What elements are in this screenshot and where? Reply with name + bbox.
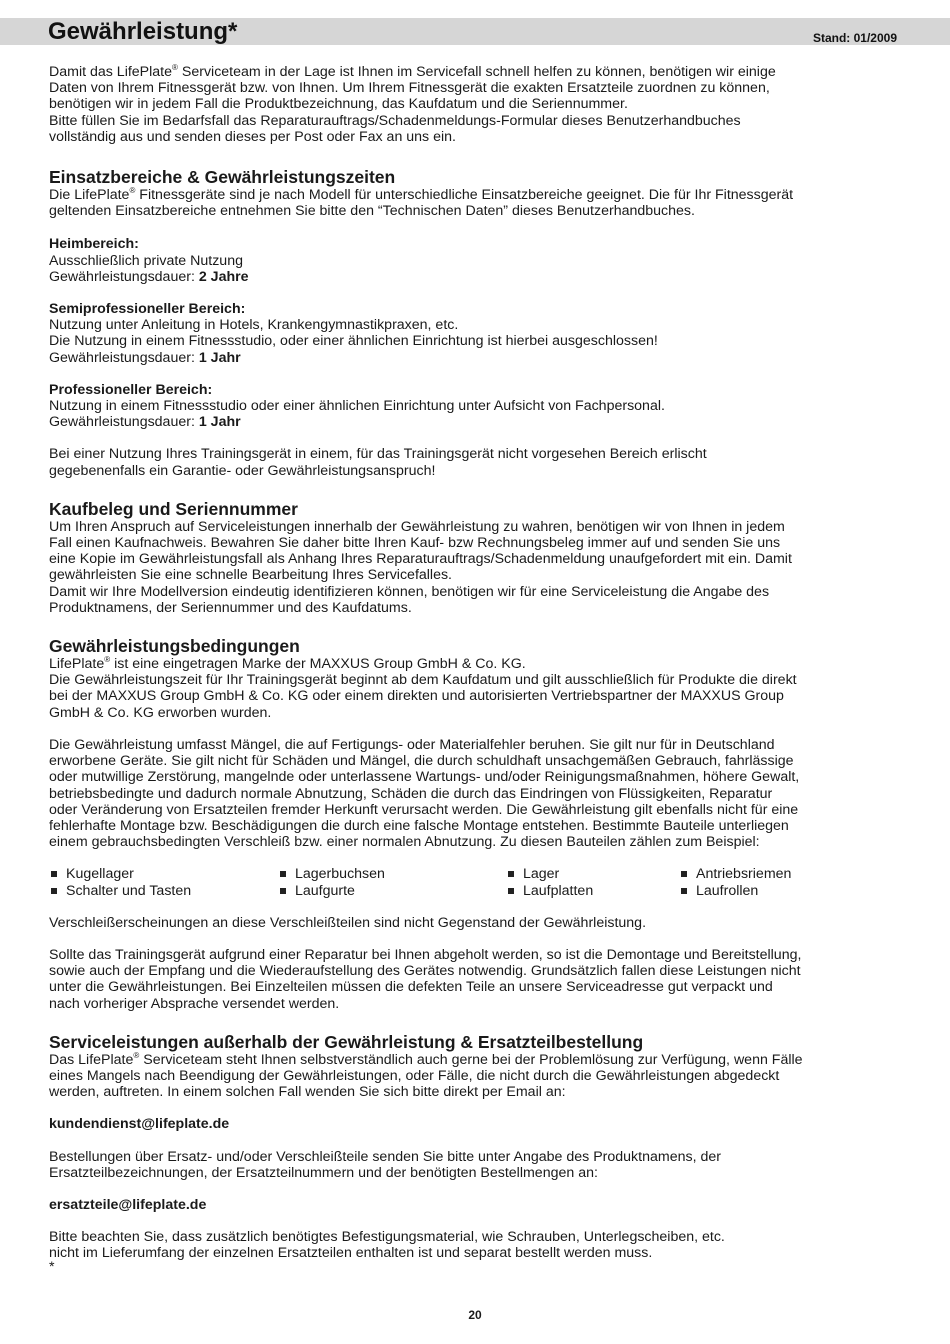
order-line: Bestellungen über Ersatz- und/oder Verschleißteile senden Sie bitte unter Angabe des Produktnamens, der	[49, 1148, 721, 1165]
einsatz-note: Bei einer Nutzung Ihres Trainingsgerät in einem, für das Trainingsgerät nicht vorgesehen Bereich erlischt	[49, 446, 707, 463]
section-heading-bedingungen: Gewährleistungsbedingungen	[49, 636, 300, 657]
text: Damit das LifePlate	[49, 64, 173, 80]
intro-paragraph	[49, 64, 901, 145]
intro-line: benötigen wir in jedem Fall die Produktbezeichnung, das Kaufdatum und die Seriennummer.	[49, 96, 628, 113]
text: Schalter und Tasten	[66, 882, 192, 899]
semiprofessionell-text: Die Nutzung in einem Fitnessstudio, oder einer ähnlichen Einrichtung ist hierbei ausgeschlossen!	[49, 333, 658, 350]
professionell-text: Nutzung in einem Fitnessstudio oder einer ähnlichen Einrichtung unter Aufsicht von Fachpersonal.	[49, 398, 665, 415]
einsatz-line: geltenden Einsatzbereiche entnehmen Sie bitte den “Technischen Daten” dieses Benutzerhandbuches.	[49, 203, 695, 220]
bedingungen-line	[49, 656, 901, 672]
bedingungen-p2: oder Veränderung von Ersatzteilen fremder Herkunft verursacht werden. Die Gewährleistung gilt ebenfalls nicht für eine	[49, 801, 799, 818]
page-number: 20	[468, 1308, 482, 1322]
kaufbeleg-line: Fall einen Kaufnachweis. Bewahren Sie daher bitte Ihren Kauf- bzw Rechnungsbeleg immer auf und senden Sie uns	[49, 535, 781, 552]
text: Die LifePlate	[49, 187, 130, 204]
footnote-asterisk: *	[49, 1258, 55, 1275]
kaufbeleg-line: gewährleisten Sie eine schnelle Bearbeitung Ihres Servicefalles.	[49, 567, 452, 584]
bedingungen-p3: Sollte das Trainingsgerät aufgrund einer Reparatur bei Ihnen abgeholt werden, so ist die Demontage und Bereitstellung,	[49, 946, 802, 963]
bedingungen-p2: Die Gewährleistung umfasst Mängel, die auf Fertigungs- oder Materialfehler beruhen. Sie gilt nur für in Deutschland	[49, 736, 775, 753]
final-note: nicht im Lieferumfang der einzelnen Ersatzteilen enthalten ist und separat bestellt werden muss.	[49, 1245, 653, 1262]
bedingungen-p2: fehlerhafte Montage bzw. Beschädigungen die durch eine falsche Montage entstehen. Bestimmte Bauteile unterliegen	[49, 817, 789, 834]
list-item	[278, 866, 506, 882]
wear-parts-list	[49, 866, 901, 898]
einsatz-line	[49, 187, 901, 203]
text: Laufplatten	[523, 882, 594, 899]
semiprofessionell-label: Semiprofessioneller Bereich:	[49, 301, 246, 318]
text: Fitnessgeräte sind je nach Modell für unterschiedliche Einsatzbereiche geeignet. Die für Ihr Fitnessgerät	[135, 187, 794, 204]
service-line: werden, auftreten. In einem solchen Fall wenden Sie sich bitte direkt per Email an:	[49, 1084, 566, 1101]
text: ist eine eingetragen Marke der MAXXUS Group GmbH & Co. KG.	[110, 656, 526, 673]
list-item	[679, 883, 901, 899]
duration-value: 2 Jahre	[198, 268, 249, 285]
section-heading-service: Serviceleistungen außerhalb der Gewährleistung & Ersatzteilbestellung	[49, 1031, 644, 1052]
text: LifePlate	[49, 656, 105, 673]
duration-value: 1 Jahr	[198, 349, 241, 366]
bullet-icon	[508, 871, 514, 877]
document-body	[49, 63, 901, 1275]
bullet-icon	[280, 888, 286, 894]
text: Laufrollen	[696, 882, 759, 899]
service-line	[49, 1052, 901, 1068]
wear-note: Verschleißerscheinungen an diese Verschleißteilen sind nicht Gegenstand der Gewährleistung.	[49, 914, 647, 931]
text: Gewährleistungsdauer:	[49, 349, 199, 366]
bedingungen-p2: erworbene Geräte. Sie gilt nicht für Schäden und Mängel, die durch schuldhaft unsachgemäßen Gebrauch, fahrlässige	[49, 753, 794, 770]
bullet-icon	[280, 871, 286, 877]
text: Das LifePlate	[49, 1051, 134, 1068]
kaufbeleg-line: Produktnamens, der Seriennummer und des Kaufdatums.	[49, 599, 412, 616]
registered-mark: ®	[133, 1050, 140, 1060]
bedingungen-p3: nach vorheriger Absprache versendet werden.	[49, 995, 340, 1012]
text: Kugellager	[66, 866, 134, 883]
order-line: Ersatzteilbezeichnungen, der Ersatzteilnummern und der benötigten Bestellmengen an:	[49, 1164, 598, 1181]
bedingungen-p3: unter die Gewährleistungen. Bei Einzelteilen müssen die defekten Teile an unsere Serviceadresse gut verpackt und	[49, 979, 773, 996]
text: Serviceteam in der Lage ist Ihnen im Servicefall schnell helfen zu können, benötigen wir einige	[177, 64, 776, 80]
heimbereich-duration	[49, 269, 901, 285]
text: Serviceteam steht Ihnen selbstverständlich auch gerne bei der Problemlösung zur Verfügung, wenn Fälle	[139, 1051, 803, 1068]
bedingungen-line: bei der MAXXUS Group GmbH & Co. KG oder einem direkten und autorisierten Vertriebspartner der MAXXUS Group	[49, 688, 784, 705]
heimbereich-text: Ausschließlich private Nutzung	[49, 252, 243, 269]
bedingungen-line: GmbH & Co. KG erworben wurden.	[49, 704, 272, 721]
professionell-duration	[49, 414, 901, 430]
bullet-icon	[51, 888, 57, 894]
bedingungen-p2: einem gebrauchsbedingten Verschleiß bzw. einer normalen Abnutzung. Zu diesen Bauteilen zählen zum Beispiel:	[49, 834, 760, 851]
list-item	[49, 866, 278, 882]
list-item	[278, 883, 506, 899]
email-kundendienst[interactable]: kundendienst@lifeplate.de	[49, 1116, 230, 1133]
bullet-icon	[681, 888, 687, 894]
semiprofessionell-text: Nutzung unter Anleitung in Hotels, Krankengymnastikpraxen, etc.	[49, 317, 459, 334]
text: Gewährleistungsdauer:	[49, 268, 199, 285]
intro-line	[49, 64, 901, 80]
bedingungen-line: Die Gewährleistungszeit für Ihr Trainingsgerät beginnt ab dem Kaufdatum und gilt ausschließlich für Produkte die direkt	[49, 672, 797, 689]
list-item	[506, 883, 679, 899]
semiprofessionell-duration	[49, 350, 901, 366]
stand-date: Stand: 01/2009	[812, 31, 897, 45]
kaufbeleg-line: Damit wir Ihre Modellversion eindeutig identifizieren können, benötigen wir für eine Serviceleistung die Angabe des	[49, 583, 770, 600]
section-heading-einsatzbereiche: Einsatzbereiche & Gewährleistungszeiten	[49, 167, 396, 188]
text: Antriebsriemen	[696, 866, 792, 883]
text: Laufgurte	[295, 882, 355, 899]
text: Lagerbuchsen	[295, 866, 385, 883]
list-item	[506, 866, 679, 882]
intro-line: Daten von Ihrem Fitnessgerät bzw. von Ihnen. Um Ihrem Fitnessgerät die exakten Ersatzteile zuordnen zu können,	[49, 80, 770, 97]
kaufbeleg-line: Um Ihren Anspruch auf Serviceleistungen innerhalb der Gewährleistung zu wahren, benötigen wir von Ihnen in jedem	[49, 518, 785, 535]
duration-value: 1 Jahr	[198, 414, 241, 431]
registered-mark: ®	[129, 186, 136, 196]
bullet-icon	[681, 871, 687, 877]
email-ersatzteile[interactable]: ersatzteile@lifeplate.de	[49, 1196, 207, 1213]
text: Lager	[523, 866, 560, 883]
kaufbeleg-line: eine Kopie im Gewährleistungsfall als Anhang Ihres Reparaturauftrags/Schadenmeldung unaufgefordert mit ein. Damit	[49, 551, 792, 568]
section-heading-kaufbeleg: Kaufbeleg und Seriennummer	[49, 498, 298, 519]
intro-line: vollständig aus und senden dieses per Post oder Fax an uns ein.	[49, 128, 456, 145]
final-note: Bitte beachten Sie, dass zusätzlich benötigtes Befestigungsmaterial, wie Schrauben, Unterlegscheiben, etc.	[49, 1229, 725, 1246]
page-title: Gewährleistung*	[48, 18, 238, 45]
bullet-icon	[508, 888, 514, 894]
registered-mark: ®	[172, 63, 178, 72]
text: Gewährleistungsdauer:	[49, 414, 199, 431]
professionell-label: Professioneller Bereich:	[49, 381, 213, 398]
service-line: eines Mangels nach Beendigung der Gewährleistungen, oder Fälle, die nicht durch die Gewährleistungen abgedeckt	[49, 1067, 780, 1084]
heimbereich-label: Heimbereich:	[49, 236, 139, 253]
einsatz-note: gegebenenfalls ein Garantie- oder Gewährleistungsanspruch!	[49, 462, 436, 479]
bullet-icon	[51, 871, 57, 877]
intro-line: Bitte füllen Sie im Bedarfsfall das Reparaturauftrags/Schadenmeldungs-Formular dieses Benutzerhandbuches	[49, 112, 741, 129]
bedingungen-p3: sowie auch der Empfang und die Wiederaufstellung des Gerätes notwendig. Grundsätzlich fallen diese Leistungen nicht	[49, 963, 801, 980]
bedingungen-p2: betriebsbedingte und dadurch normale Abnutzung, Schäden die durch das Eindringen von Flüssigkeiten, Reparatur	[49, 785, 773, 802]
list-item	[679, 866, 901, 882]
bedingungen-p2: oder mutwillige Zerstörung, mangelnde oder unterlassene Wartungs- und/oder Reinigungsmaßnahmen, höhere Gewalt,	[49, 769, 800, 786]
list-item	[49, 883, 278, 899]
registered-mark: ®	[104, 655, 111, 665]
